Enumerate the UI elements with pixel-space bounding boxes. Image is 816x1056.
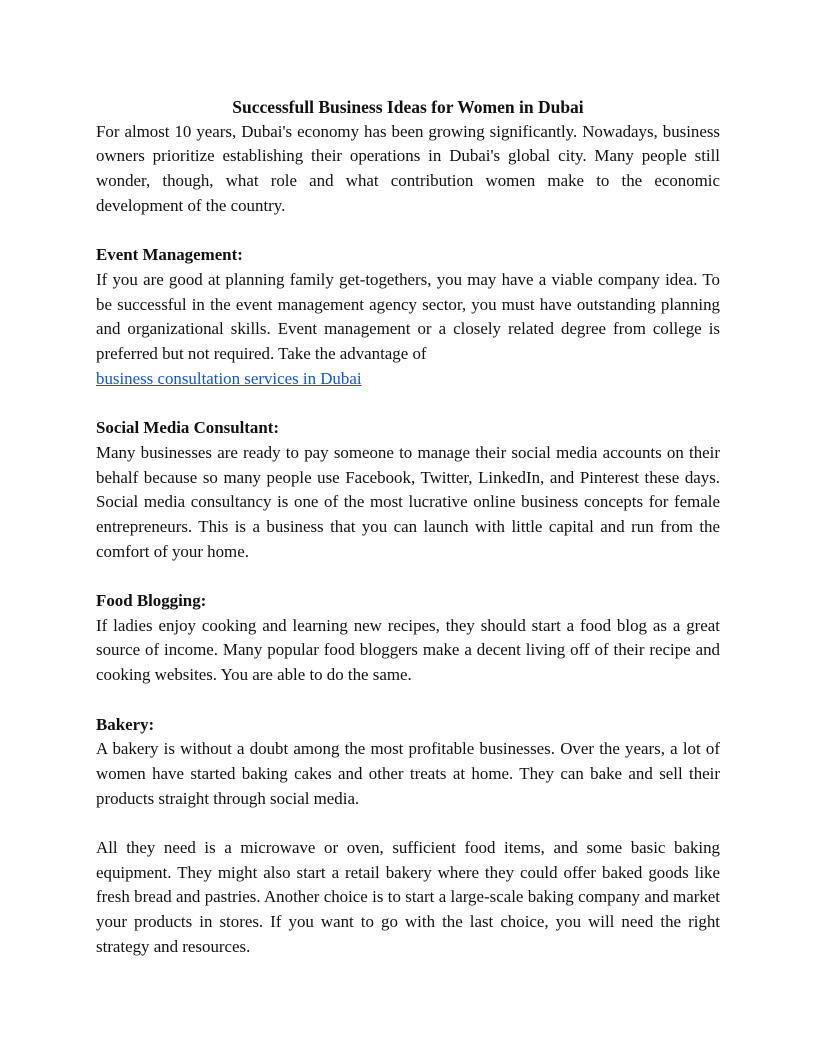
section-heading-food-blogging: Food Blogging: <box>96 591 207 611</box>
section-paragraph-bakery: A bakery is without a doubt among the most profitable businesses. Over the years, a lot of women have started baking cakes and other treats at home. They can bake and sell their products straight through social media. <box>96 739 720 808</box>
section-heading-event-management: Event Management: <box>96 245 243 265</box>
spacer <box>96 811 720 836</box>
spacer <box>96 219 720 244</box>
section-paragraph-event-management <box>96 268 720 392</box>
document-title: Successfull Business Ideas for Women in Dubai <box>232 97 584 117</box>
section-paragraph-bakery-2: All they need is a microwave or oven, sufficient food items, and some basic baking equipment. They might also start a retail bakery where they could offer baked goods like fresh bread and pastries. Another choice is to start a large-scale baking company and market your products in stores. If you want to go with the last choice, you will need the right strategy and resources. <box>96 838 720 956</box>
business-consultation-link[interactable]: business consultation services in Dubai <box>96 368 362 388</box>
intro-paragraph: For almost 10 years, Dubai's economy has been growing significantly. Nowadays, business owners prioritize establishing their operations in Dubai's global city. Many people still wonder, though, what role and what contribution women make to the economic development of the country. <box>96 121 720 215</box>
section-heading-bakery: Bakery: <box>96 714 155 734</box>
spacer <box>96 688 720 713</box>
spacer <box>96 391 720 416</box>
document-page <box>96 95 720 960</box>
spacer <box>96 564 720 589</box>
section-paragraph-social-media: Many businesses are ready to pay someone to manage their social media accounts on their behalf because so many people use Facebook, Twitter, LinkedIn, and Pinterest these days. Social media consultancy is one of the most lucrative online business concepts for female entrepreneurs. This is a business that you can launch with little capital and run from the comfort of your home. <box>96 442 720 561</box>
section-heading-social-media: Social Media Consultant: <box>96 418 279 438</box>
event-management-text: If you are good at planning family get-togethers, you may have a viable company idea. To be successful in the event management agency sector, you must have outstanding planning and organizational skills. Event management or a closely related degree from college is preferred but not required. Take the advantage of <box>96 269 720 364</box>
section-paragraph-food-blogging: If ladies enjoy cooking and learning new recipes, they should start a food blog as a great source of income. Many popular food bloggers make a decent living off of their recipe and cooking websites. You are able to do the same. <box>96 615 720 685</box>
